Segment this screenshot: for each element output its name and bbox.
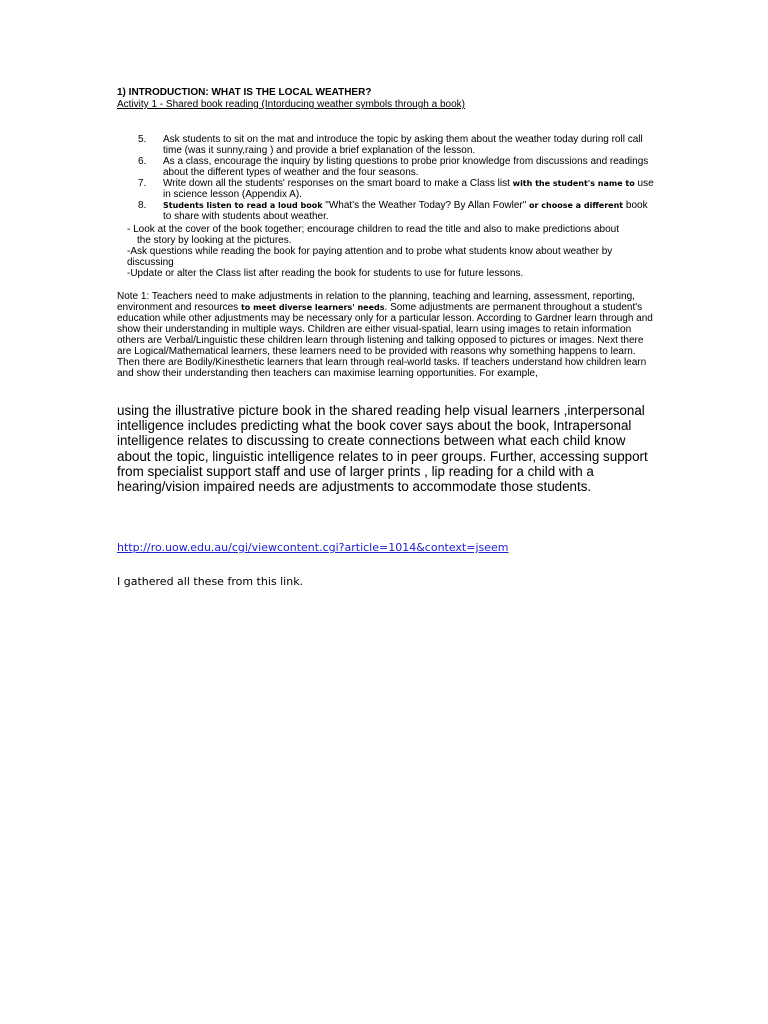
note-text: Note 1: Teachers need to make adjustments in relation to the planning, teaching and learning, assessment, reporting, environment and resources — [117, 291, 635, 313]
list-item — [138, 156, 658, 178]
step-number: 6. — [138, 156, 147, 167]
source-link[interactable]: http://ro.uow.edu.au/cgi/viewcontent.cgi?article=1014&context=jseem — [117, 541, 509, 554]
step-number: 8. — [138, 200, 147, 211]
steps-list — [138, 134, 658, 222]
list-item — [138, 200, 658, 222]
step-text: Write down all the students' responses on the smart board to make a Class list — [163, 178, 513, 189]
step-text: book to share with students about weather. — [163, 200, 648, 222]
closing-note: I gathered all these from this link. — [117, 575, 304, 588]
step-text-emphasis: Students listen to read a loud book — [163, 201, 323, 210]
step-number: 5. — [138, 134, 147, 145]
list-item: the story by looking at the pictures. — [137, 235, 292, 246]
step-text: "What's the Weather Today? By Allan Fowler" — [322, 200, 530, 211]
step-text-emphasis: or choose a different — [529, 201, 624, 210]
list-item: -Update or alter the Class list after reading the book for students to use for future lessons. — [127, 268, 524, 279]
bullet-list — [127, 224, 647, 279]
list-item: -Ask questions while reading the book for paying attention and to probe what students know about weather by discussing — [127, 246, 613, 268]
step-text-emphasis: with the student's name to — [512, 179, 635, 188]
activity-subheading: Activity 1 - Shared book reading (Intorducing weather symbols through a book) — [117, 99, 465, 110]
note-text: . Some adjustments are permanent throughout a student's education while other adjustments may be necessary only for a particular lesson. According to Gardner learn through and show their understanding in multiple ways. Children are either visual-spatial, learn using images to retain information others are Verbal/Linguistic these children learn through listening and talking opposed to pictures or images. Next there are Logical/Mathematical learners, these learners need to be provided with reasons why something happens to learn. Then there are Bodily/Kinesthetic learners that learn through real-world tasks. If teachers understand how children learn and show their understanding then teachers can maximise learning opportunities. For example, — [117, 302, 653, 379]
step-text: As a class, encourage the inquiry by listing questions to probe prior knowledge from discussions and readings about the different types of weather and the four seasons. — [163, 156, 649, 178]
note-paragraph — [117, 291, 657, 379]
note-text-emphasis: to meet diverse learners' needs — [240, 303, 385, 312]
example-paragraph: using the illustrative picture book in the shared reading help visual learners ,interpersonal intelligence includes predicting what the book cover says about the book, Intrapersonal intelligence relates to discussing to create connections between what each child know about the topic, linguistic intelligence relates to in peer groups. Further, accessing support from specialist support staff and use of larger prints , lip reading for a child with a hearing/vision impaired needs are adjustments to accommodate those students. — [117, 403, 648, 495]
section-heading: 1) INTRODUCTION: WHAT IS THE LOCAL WEATHER? — [117, 87, 372, 98]
list-item — [138, 134, 658, 156]
list-item: - Look at the cover of the book together; encourage children to read the title and also to make predictions about — [127, 224, 619, 235]
list-item — [138, 178, 658, 200]
step-number: 7. — [138, 178, 147, 189]
step-text: Ask students to sit on the mat and introduce the topic by asking them about the weather today during roll call time (was it sunny,raing ) and provide a brief explanation of the lesson. — [163, 134, 643, 156]
step-text: use in science lesson (Appendix A). — [163, 178, 654, 200]
